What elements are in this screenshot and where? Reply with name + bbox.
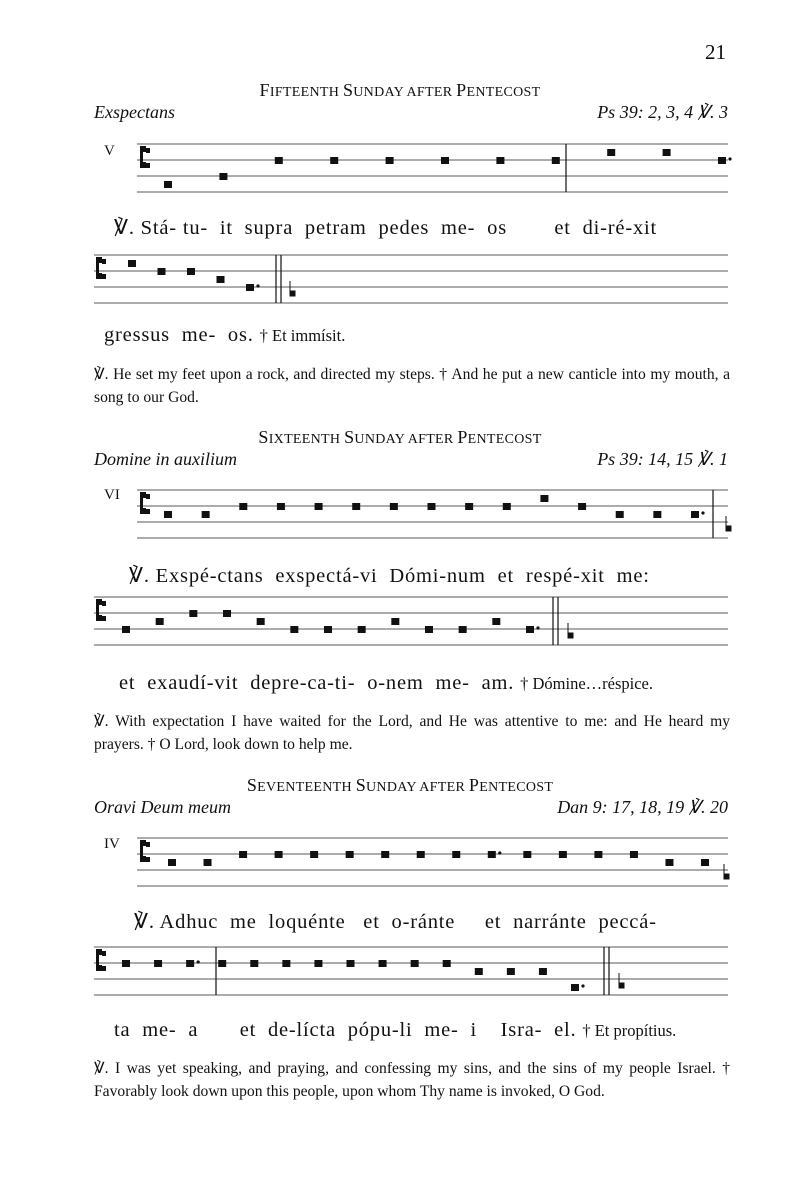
neume-punctum <box>379 960 387 967</box>
neume-punctum <box>496 157 504 164</box>
neume-punctum <box>314 960 322 967</box>
staff-1a <box>137 144 732 192</box>
custos <box>568 623 573 638</box>
neume-punctum <box>128 260 136 267</box>
mora-dot <box>728 157 731 160</box>
neume-punctum <box>223 610 231 617</box>
neume-punctum <box>250 960 258 967</box>
neume-punctum <box>507 968 515 975</box>
neume-punctum <box>164 181 172 188</box>
neume-punctum <box>275 851 283 858</box>
c-clef <box>96 949 106 971</box>
neume-punctum <box>204 859 212 866</box>
neume-punctum <box>246 284 254 291</box>
neume-punctum <box>347 960 355 967</box>
page-number: 21 <box>705 40 726 64</box>
neume-punctum <box>277 503 285 510</box>
neume-punctum <box>443 960 451 967</box>
neume-punctum <box>459 626 467 633</box>
neume-punctum <box>257 618 265 625</box>
translation: ℣. He set my feet upon a rock, and directed my steps. † And he put a new canticle into my mouth, a song to our God. <box>94 366 730 406</box>
neume-punctum <box>552 157 560 164</box>
neume-punctum <box>425 626 433 633</box>
lyrics-line: gressus me- os. † Et immísit. <box>104 324 346 346</box>
scripture-reference: Dan 9: 17, 18, 19 ℣. 20 <box>557 797 728 817</box>
neume-punctum <box>691 511 699 518</box>
neume-punctum <box>559 851 567 858</box>
staff-2b <box>94 597 728 645</box>
custos <box>290 281 295 296</box>
neume-punctum <box>346 851 354 858</box>
neume-punctum <box>187 268 195 275</box>
section-title-seventeenth-sunday: SEVENTEENTH SUNDAY AFTER PENTECOST <box>246 775 554 795</box>
mode-number: V <box>104 143 115 159</box>
neume-punctum <box>594 851 602 858</box>
c-clef <box>96 599 106 621</box>
c-clef <box>140 840 150 862</box>
neume-punctum <box>386 157 394 164</box>
scripture-reference: Ps 39: 14, 15 ℣. 1 <box>597 449 728 469</box>
lyrics-line: ℣. Adhuc me loquénte et o-ránte et narránte peccá- <box>134 911 657 933</box>
mora-dot <box>581 984 584 987</box>
mora-dot <box>701 511 704 514</box>
neume-punctum <box>219 173 227 180</box>
lyrics-line: ta me- a et de-lícta pópu-li me- i Isra- el. † Et propítius. <box>114 1019 677 1041</box>
neume-punctum <box>539 968 547 975</box>
neume-punctum <box>630 851 638 858</box>
scripture-reference: Ps 39: 2, 3, 4 ℣. 3 <box>597 102 728 122</box>
mode-number: IV <box>104 836 120 852</box>
neume-punctum <box>156 618 164 625</box>
staff-3a <box>137 838 729 886</box>
neume-punctum <box>239 851 247 858</box>
incipit: Domine in auxilium <box>94 449 237 469</box>
neume-punctum <box>352 503 360 510</box>
incipit: Exspectans <box>94 102 175 122</box>
neume-punctum <box>607 149 615 156</box>
neume-punctum <box>428 503 436 510</box>
translation: ℣. I was yet speaking, and praying, and confessing my sins, and the sins of my people Israel. † Favorably look down upon this people, upon whom Thy name is invoked, O God. <box>94 1060 730 1100</box>
custos <box>724 864 729 879</box>
neume-punctum <box>475 968 483 975</box>
neume-punctum <box>441 157 449 164</box>
neume-punctum <box>310 851 318 858</box>
section-title-fifteenth-sunday: FIFTEENTH SUNDAY AFTER PENTECOST <box>259 80 541 100</box>
incipit: Oravi Deum meum <box>94 797 231 817</box>
neume-punctum <box>492 618 500 625</box>
staff-1b <box>94 255 728 303</box>
neume-punctum <box>718 157 726 164</box>
neume-punctum <box>578 503 586 510</box>
staff-2a <box>137 490 731 538</box>
neume-punctum <box>202 511 210 518</box>
neume-punctum <box>315 503 323 510</box>
neume-punctum <box>701 859 709 866</box>
neume-punctum <box>282 960 290 967</box>
neume-punctum <box>168 859 176 866</box>
c-clef <box>140 492 150 514</box>
neume-punctum <box>290 626 298 633</box>
neume-punctum <box>154 960 162 967</box>
neume-punctum <box>122 960 130 967</box>
mode-number: VI <box>104 487 120 503</box>
neume-punctum <box>665 859 673 866</box>
neume-punctum <box>218 960 226 967</box>
staff-3b <box>94 947 728 995</box>
neume-punctum <box>523 851 531 858</box>
neume-punctum <box>324 626 332 633</box>
neume-punctum <box>465 503 473 510</box>
mora-dot <box>256 284 259 287</box>
custos <box>726 516 731 531</box>
c-clef <box>140 146 150 168</box>
neume-punctum <box>616 511 624 518</box>
translation: ℣. With expectation I have waited for the Lord, and He was attentive to me: and He heard my prayers. † O Lord, look down to help me. <box>94 713 730 753</box>
neume-punctum <box>158 268 166 275</box>
neume-punctum <box>358 626 366 633</box>
neume-punctum <box>217 276 225 283</box>
section-title-sixteenth-sunday: SIXTEENTH SUNDAY AFTER PENTECOST <box>258 427 542 447</box>
lyrics-line: ℣. Stá- tu- it supra petram pedes me- os et di-ré-xit <box>114 217 657 239</box>
neume-punctum <box>239 503 247 510</box>
neume-punctum <box>417 851 425 858</box>
mora-dot <box>197 960 200 963</box>
neume-punctum <box>164 511 172 518</box>
neume-punctum <box>391 618 399 625</box>
neume-punctum <box>526 626 534 633</box>
neume-punctum <box>122 626 130 633</box>
neume-punctum <box>330 157 338 164</box>
mora-dot <box>536 626 539 629</box>
lyrics-line: ℣. Exspé-ctans exspectá-vi Dómi-num et respé-xit me: <box>129 565 650 587</box>
neume-punctum <box>189 610 197 617</box>
neume-punctum <box>540 495 548 502</box>
neume-punctum <box>653 511 661 518</box>
c-clef <box>96 257 106 279</box>
neume-punctum <box>503 503 511 510</box>
neume-punctum <box>488 851 496 858</box>
custos <box>619 973 624 988</box>
neume-punctum <box>452 851 460 858</box>
neume-punctum <box>571 984 579 991</box>
neume-punctum <box>186 960 194 967</box>
neume-punctum <box>411 960 419 967</box>
neume-punctum <box>390 503 398 510</box>
neume-punctum <box>275 157 283 164</box>
neume-punctum <box>381 851 389 858</box>
lyrics-line: et exaudí-vit depre-ca-ti- o-nem me- am. † Dómine…réspice. <box>119 672 653 694</box>
neume-punctum <box>663 149 671 156</box>
mora-dot <box>498 851 501 854</box>
